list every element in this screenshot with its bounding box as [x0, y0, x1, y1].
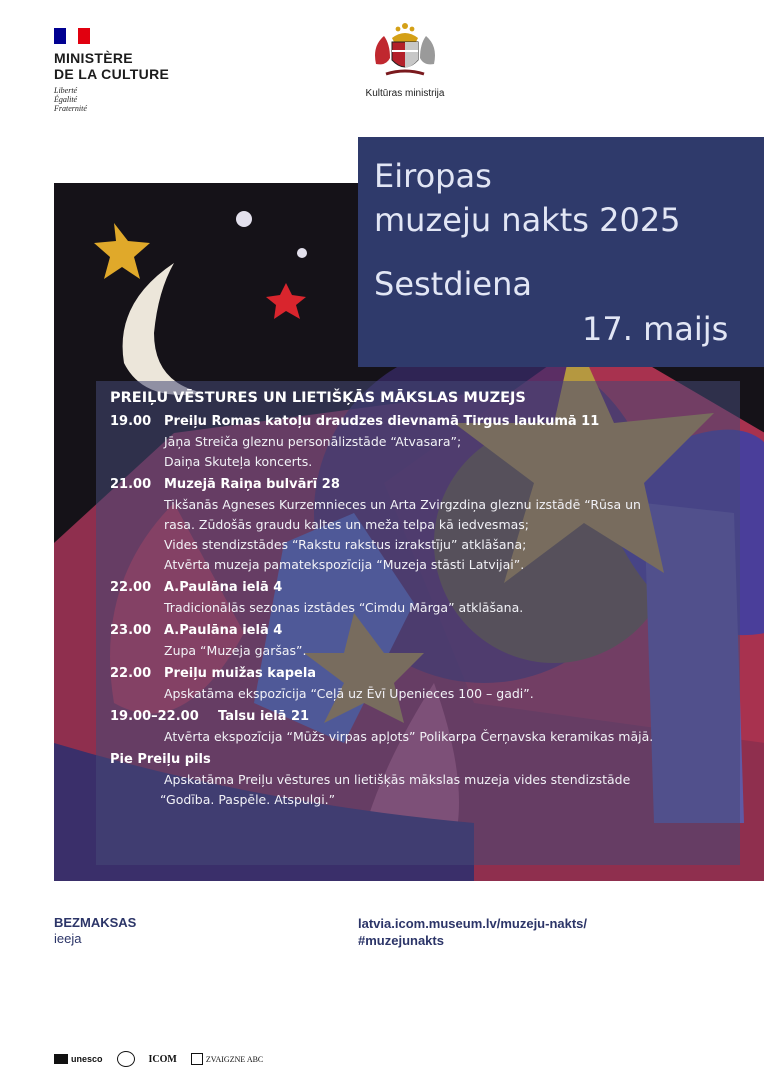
event-item	[110, 620, 736, 661]
event-line: Daiņa Skuteļa koncerts.	[164, 454, 313, 469]
free-entry-sub: ieeja	[54, 931, 82, 946]
free-entry	[54, 915, 136, 946]
icom-logo: ICOM	[148, 1053, 177, 1065]
event-line: “Godība. Paspēle. Atspulgi.”	[160, 792, 336, 807]
event-place: Pie Preiļu pils	[110, 752, 211, 767]
title-line-1: Eiropas	[374, 157, 492, 195]
title-box	[358, 137, 764, 367]
event-time: 19.00	[110, 414, 152, 429]
french-flag-icon	[54, 28, 90, 44]
event-line: Jāņa Streiča gleznu personālizstāde “Atvasara”;	[164, 434, 462, 449]
event-item	[110, 663, 736, 704]
program-heading: PREIĻU VĒSTURES UN LIETIŠĶĀS MĀKSLAS MUZEJS	[110, 390, 526, 406]
event-time: 19.00–22.00	[110, 709, 199, 724]
zvaigzne-logo: ZVAIGZNE ABC	[191, 1053, 263, 1065]
event-line: rasa. Zūdošās graudu kaltes un meža telpa kā iedvesmas;	[164, 517, 530, 532]
free-entry-label: BEZMAKSAS	[54, 915, 137, 930]
event-line: Tradicionālās sezonas izstādes “Cimdu Mārga” atklāšana.	[164, 600, 524, 615]
event-place: A.Paulāna ielā 4	[164, 623, 283, 638]
event-line: Tikšanās Agneses Kurzemnieces un Arta Zvirgzdiņa gleznu izstādē “Rūsa un	[164, 497, 641, 512]
event-item	[110, 474, 736, 575]
event-item	[110, 706, 736, 747]
event-line: Atvērta muzeja pamatekspozīcija “Muzeja stāsti Latvijai”.	[164, 557, 525, 572]
event-time: 22.00	[110, 580, 152, 595]
event-time: 22.00	[110, 666, 152, 681]
council-of-europe-icon	[117, 1051, 135, 1067]
partner-logos	[54, 1051, 263, 1067]
website-link[interactable]: latvia.icom.museum.lv/muzeju-nakts/	[358, 916, 588, 931]
event-line: Apskatāma ekspozīcija “Ceļā uz Ēvī Upenieces 100 – gadi”.	[164, 686, 534, 701]
event-item	[110, 411, 736, 472]
program-panel	[96, 381, 740, 865]
zvaigzne-icon	[191, 1053, 203, 1065]
hashtag-link[interactable]: #muzejunakts	[358, 933, 444, 948]
footer-links	[358, 915, 587, 949]
event-item	[110, 749, 736, 810]
title-line-3: Sestdiena	[374, 265, 532, 303]
event-line: Vides stendizstādes “Rakstu rakstus izrakstīju” atklāšana;	[164, 537, 527, 552]
event-place: Muzejā Raiņa bulvārī 28	[164, 477, 340, 492]
event-item	[110, 577, 736, 618]
event-place: Preiļu Romas katoļu draudzes dievnamā Tirgus laukumā 11	[164, 414, 600, 429]
ministere-culture-logo	[54, 28, 204, 113]
event-line: Atvērta ekspozīcija “Mūžs virpas apļots” Polikarpa Čerņavska keramikas mājā.	[164, 729, 654, 744]
kulturas-ministrija-label: Kultūras ministrija	[365, 88, 445, 99]
unesco-temple-icon	[54, 1054, 68, 1064]
title-line-4: 17. maijs	[582, 310, 729, 348]
event-place: Talsu ielā 21	[218, 709, 310, 724]
event-line: Zupa “Muzeja garšas”.	[164, 643, 307, 658]
event-place: Preiļu muižas kapela	[164, 666, 317, 681]
ministere-name: MINISTÈRE DE LA CULTURE	[54, 50, 170, 82]
unesco-logo: unesco	[54, 1054, 103, 1064]
event-time: 23.00	[110, 623, 152, 638]
event-line: Apskatāma Preiļu vēstures un lietišķās mākslas muzeja vides stendizstāde	[164, 772, 631, 787]
title-line-2: muzeju nakts 2025	[374, 201, 681, 239]
event-time: 21.00	[110, 477, 152, 492]
event-place: A.Paulāna ielā 4	[164, 580, 283, 595]
latvia-coat-of-arms-icon	[362, 18, 448, 84]
kulturas-ministrija-logo	[350, 18, 460, 99]
ministere-motto: Liberté Égalité Fraternité	[54, 86, 87, 113]
